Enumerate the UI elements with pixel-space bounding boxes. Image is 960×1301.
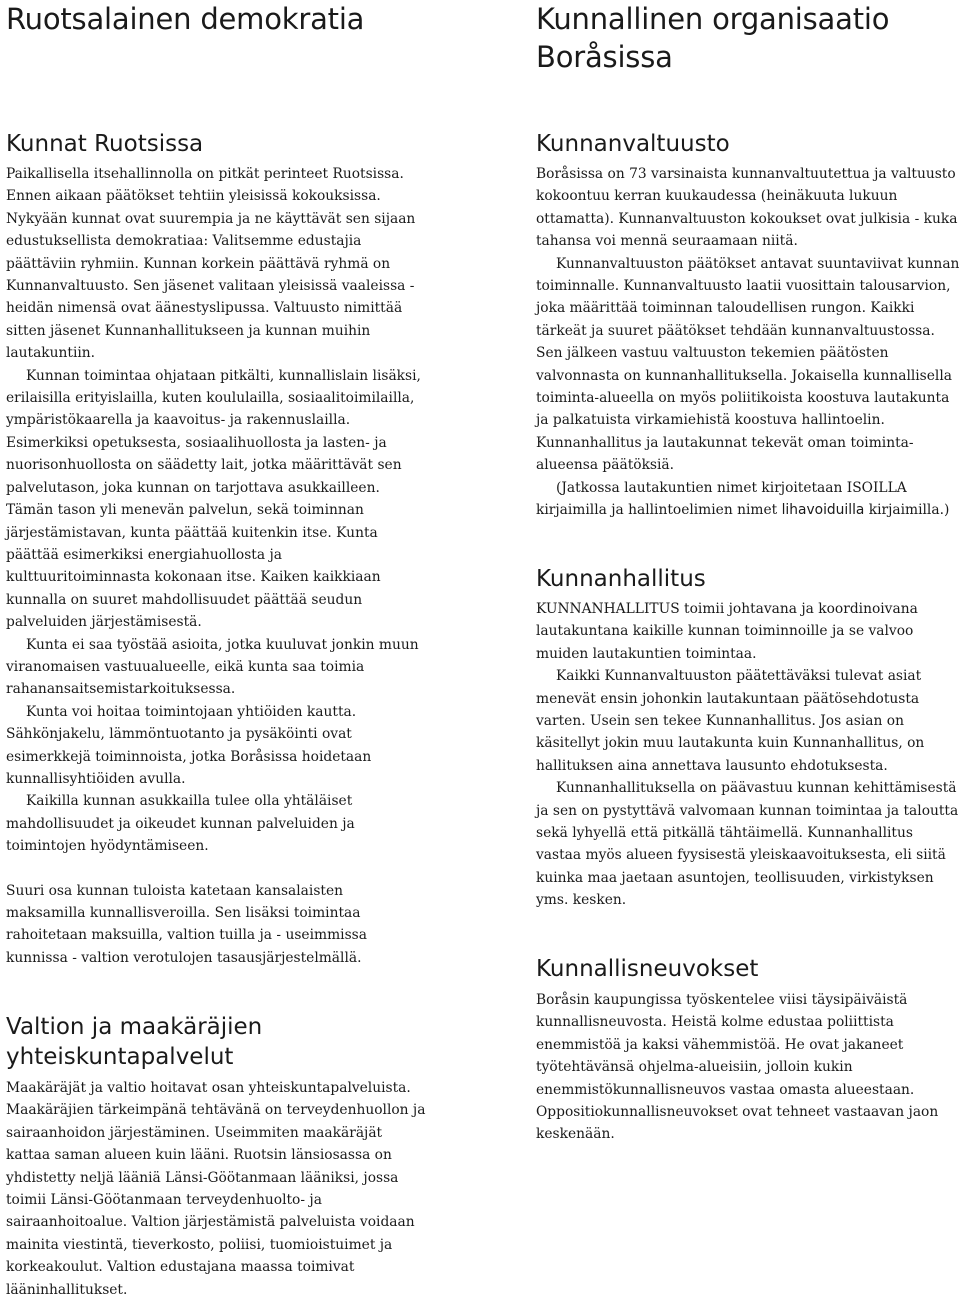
heading-kunnat-ruotsissa: Kunnat Ruotsissa — [6, 131, 204, 157]
paragraph: Kunnan toimintaa ohjataan pitkälti, kunnallislain lisäksi, erilaisilla erityislailla, kuten koululailla, sosiaalitoimilailla, ympäristökaarella ja kaavoitus- ja rakennuslailla. Esimerkiksi opetuksesta, sosiaalihuollosta ja lasten- ja nuorisonhuollosta on säädetty lait, jotka määrittävät sen palvelutason, joka kunnan on tarjottava asukkailleen. Tämän tason yli menevän palvelun, sekä toiminnan järjestämistavan, kunta päättää kuitenkin itse. Kunta päättää esimerkiksi energiahuollosta ja kulttuuritoiminnasta kokonaan itse. Kaiken kaikkiaan kunnalla on suuret mahdollisuudet päättää seudun palveluiden järjestämisestä. — [6, 367, 421, 631]
section-kunnanvaltuusto — [536, 163, 960, 522]
section-kunnat-ruotsissa — [6, 163, 426, 969]
section-kunnanhallitus — [536, 598, 960, 912]
paragraph: Kunnanvaltuuston päätökset antavat suuntaviivat kunnan toiminnalle. Kunnanvaltuusto laatii vuosittain talousarvion, joka määrittää toiminnan taloudellisen rungon. Kaikki tärkeät ja suuret päätökset tehdään kunnanvaltuustossa. Sen jälkeen vastuu valtuuston tekemien päätösten valvonnasta on kunnanhallituksella. Jokaisella kunnallisella toiminta-alueella on myös poliitikoista koostuva lautakunta ja palkatuista virkamiehistä koostuva hallintoelin. Kunnanhallitus ja lautakunnat tekevät oman toiminta-alueensa päätöksiä. — [536, 255, 960, 474]
heading-kunnanvaltuusto: Kunnanvaltuusto — [536, 131, 730, 157]
heading-valtion-palvelut: Valtion ja maakäräjien yhteiskuntapalvelut — [6, 1014, 263, 1070]
paragraph: Kaikilla kunnan asukkailla tulee olla yhtäläiset mahdollisuudet ja oikeudet kunnan palveluiden ja toimintojen hyödyntämiseen. — [6, 793, 355, 855]
paragraph: Kaikki Kunnanvaltuuston päätettäväksi tulevat asiat menevät ensin johonkin lautakuntaan päätösehdotusta varten. Usein sen tekee Kunnanhallitus. Jos asian on käsitellyt jokin muu lautakunta kuin Kunnanhallitus, on hallituksen aina annettava lausunto ehdotuksesta. — [536, 668, 925, 774]
paragraph: KUNNANHALLITUS toimii johtavana ja koordinoivana lautakuntana kaikille kunnan toiminnoille ja se valvoo muiden lautakuntien toimintaa. — [536, 601, 918, 662]
page-title-right: Kunnallinen organisaatio Boråsissa — [536, 2, 890, 74]
paragraph: Kunta voi hoitaa toimintojaan yhtiöiden kautta. Sähkönjakelu, lämmöntuotanto ja pysäköinti ovat esimerkkejä toiminnoista, jotka Boråsissa hoidetaan kunnallisyhtiöiden avulla. — [6, 703, 372, 787]
paragraph: Kunta ei saa työstää asioita, jotka kuuluvat jonkin muun viranomaisen vastuualueelle, eikä kunta saa toimia rahanansaitsemistarkoituksessa. — [6, 636, 419, 698]
paragraph: Boråsin kaupungissa työskentelee viisi täysipäiväistä kunnallisneuvosta. Heistä kolme edustaa poliittista enemmistöä ja kaksi vähemmistöä. He ovat jakaneet työtehtävänsä ohjelma-alueisiin, jolloin kukin enemmistökunnallisneuvos vastaa omasta alueestaan. Oppositiokunnallisneuvokset ovat tehneet vastaavan jaon keskenään. — [536, 992, 939, 1143]
note-bold-text: lihavoiduilla — [781, 502, 865, 519]
paragraph: Suuri osa kunnan tuloista katetaan kansalaisten maksamilla kunnallisveroilla. Sen lisäksi toimintaa rahoitetaan maksuilla, valtion tuilla ja - useimmissa kunnissa - valtion verotulojen tasausjärjestelmällä. — [6, 882, 367, 966]
section-kunnallisneuvokset — [536, 989, 960, 1146]
section-valtion-palvelut — [6, 1077, 426, 1301]
note-text: (Jatkossa lautakuntien nimet kirjoitetaan ISOILLA kirjaimilla ja hallintoelimien nimet — [536, 479, 907, 519]
paragraph-note — [536, 477, 960, 522]
paragraph: Maakäräjät ja valtio hoitavat osan yhteiskuntapalveluista. Maakäräjien tärkeimpänä tehtävänä on terveydenhuollon ja sairaanhoidon järjestäminen. Useimmiten maakäräjät kattaa saman alueen kuin lääni. Ruotsin länsiosassa on yhdistetty neljä lääniä Länsi-Göötanmaan lääniksi, jossa toimii Länsi-Göötanmaan terveydenhuolto- ja sairaanhoitoalue. Valtion järjestämistä palveluista voidaan mainita viestintä, tieverkosto, poliisi, tuomioistuimet ja korkeakoulut. Valtion edustajana maassa toimivat lääninhallitukset. — [6, 1080, 426, 1298]
paragraph: Kunnanhallituksella on päävastuu kunnan kehittämisestä ja sen on pystyttävä valvomaan kunnan toimintaa ja taloutta sekä lyhyellä että pitkällä tähtäimellä. Kunnanhallitus vastaa myös alueen fyysisestä yleiskaavoituksesta, eli siitä kuinka maa jaetaan asuntojen, teollisuuden, virkistyksen yms. kesken. — [536, 780, 959, 909]
note-text-end: kirjaimilla.) — [864, 502, 950, 519]
heading-kunnanhallitus: Kunnanhallitus — [536, 566, 706, 592]
page-title-left: Ruotsalainen demokratia — [6, 2, 365, 36]
paragraph: Boråsissa on 73 varsinaista kunnanvaltuutettua ja valtuusto kokoontuu kerran kuukaudessa (heinäkuuta lukuun ottamatta). Kunnanvaltuuston kokoukset ovat julkisia - kuka tahansa voi mennä seuraamaan niitä. — [536, 166, 958, 250]
heading-kunnallisneuvokset: Kunnallisneuvokset — [536, 956, 759, 982]
paragraph: Paikallisella itsehallinnolla on pitkät perinteet Ruotsissa. Ennen aikaan päätökset tehtiin yleisissä kokouksissa. Nykyään kunnat ovat suurempia ja ne käyttävät sen sijaan edustuksellista demokratiaa: Valitsemme edustajia päättäviin ryhmiin. Kunnan korkein päättävä ryhmä on Kunnanvaltuusto. Sen jäsenet valitaan yleisissä vaaleissa - heidän nimensä ovat äänestyslipussa. Valtuusto nimittää sitten jäsenet Kunnanhallitukseen ja kunnan muihin lautakuntiin. — [6, 166, 416, 362]
